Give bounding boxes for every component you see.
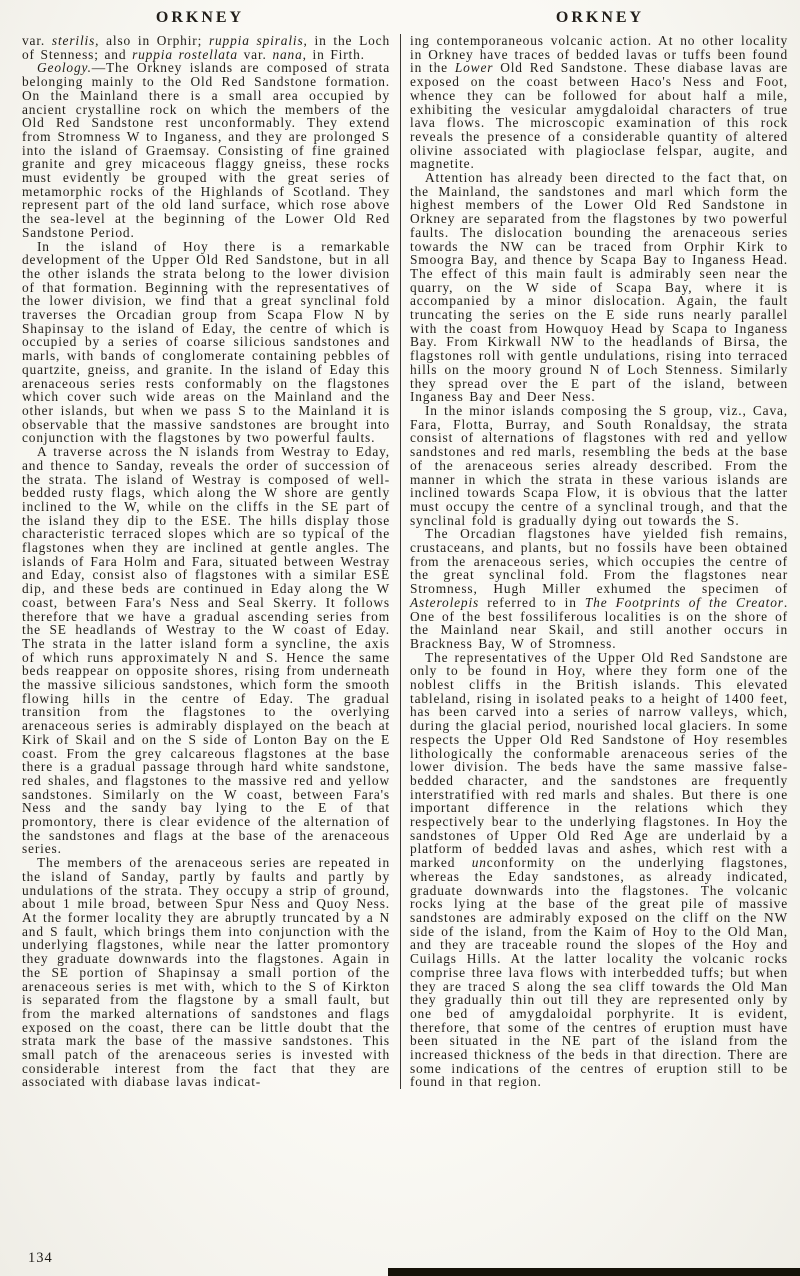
body-text-run: , also in Orphir; [95,33,209,48]
body-text-run: A traverse across the N islands from Westray to Eday, and thence to Sanday, reveals the order of succession of the strata. The island of Westray is composed of well-bedded rusty flags, which along the W shore are gently inclined to the W, while on the cliffs in the SE part of the island they dip to the ESE. The hills display those characteristic terraced slopes which are so typical of the flagstones when they are inclined at gentle angles. The islands of Fara Holm and Fara, situated between Westray and Eday, consist also of flagstones with a similar ESE dip, and these beds are continued in Eday along the W coast, between Fara's Ness and Seal Skerry. It follows therefore that we have a gradual ascending series from the SE headlands of Westray to the W coast of Eday. The strata in the latter island form a syncline, the axis of which runs approximately N and S. Hence the same beds reappear on opposite shores, rising from underneath the massive silicious sandstones, which form the smooth flowing hills in the centre of Eday. The gradual transition from the flagstones to the overlying arenaceous series is admirably displayed on the beach at Kirk of Skail and on the S side of Lonton Bay on the E coast. From the grey calcareous flagstones at the base there is a gradual passage through hard white sandstone, red shales, and flagstones to the massive red and yellow sandstones. Similarly on the W coast, between Fara's Ness and the sandy bay lying to the E of that promontory, there is clear evidence of the alternation of the sandstones and flags at the base of the arenaceous series. [22,444,390,857]
body-text-run: The representatives of the Upper Old Red Sandstone are only to be found in Hoy, where they form one of the noblest cliffs in the British islands. This elevated tableland, rising in isolated peaks to a height of 1400 feet, has been carved into a series of narrow valleys, which, during the glacial period, nourished local glaciers. In some respects the Upper Old Red Sandstone of Hoy resembles lithologically the conformable arenaceous series of the lower division. The beds have the same massive false-bedded character, and the sandstones are frequently interstratified with red marls and shales. But there is one important difference in the relations which they respectively bear to the underlying flagstones. In Hoy the sandstones of Upper Old Red Age are underlaid by a platform of bedded lavas and ashes, which rest with a marked [410,649,788,871]
text-column-right [410,34,788,1089]
body-text-run: referred to in [479,594,585,610]
column-divider-rule [400,34,401,1089]
body-text-run: , in the Loch of Stenness; and [22,33,390,62]
paragraph [22,61,390,239]
body-text-run: ing contemporaneous volcanic action. At no other locality in Orkney have traces of bedded lavas or tuffs been found in the [410,33,788,76]
paragraph [22,240,390,446]
italic-text-run: ruppia rostellata [132,46,238,62]
body-text-run: Old Red Sandstone. These diabase lavas are exposed on the coast between Haco's Ness and Foot, whence they can be followed for about half a mile, exhibiting the vesicular amygdaloidal characters of true lava flows. The microscopic examination of this rock reveals the presence of a considerable quantity of altered olivine associated with plagioclase felspar, augite, and magnetite. [410,60,788,172]
body-text-run: conformity on the underlying flagstones, whereas the Eday sandstones, as already indicated, graduate downwards into the flagstones. The volcanic rocks lying at the base of the great pile of massive sandstones are admirably exposed on the cliff on the NW side of the island, from the Kaim of Hoy to the Old Man, and they are traceable round the slopes of the Hoy and Cuilags Hills. At the latter locality the volcanic rocks comprise three lava flows with interbedded tuffs; but when they are traced S along the sea cliff towards the Old Man they gradually thin out till they are represented only by one bed of amygdaloidal porphyrite. It is evident, therefore, that some of the centres of eruption must have been situated in the NE part of the island from the increased thickness of the beds in that direction. There are some indications of the centres of eruption still to be found in that region. [410,855,788,1090]
body-text-run: var. [237,46,273,62]
paragraph [410,171,788,404]
italic-text-run: ruppia spiralis [208,33,304,48]
paragraph [22,34,390,61]
paragraph [22,856,390,1089]
body-text-run: , in Firth. [302,46,365,62]
scan-edge-shadow [388,1268,800,1276]
italic-text-run: Asterolepis [410,594,480,610]
running-head-right: ORKNEY [555,9,645,26]
italic-text-run: Lower [454,60,494,76]
italic-text-run: un [471,855,487,871]
italic-text-run: nana [272,46,303,62]
body-text-run: —The Orkney islands are composed of strata belonging mainly to the Old Red Sandstone formation. On the Mainland there is a small area occupied by ancient crystalline rock on which the members of the Old Red Sandstone rest unconformably. They extend from Stromness W to Inganess, and they are prolonged S into the island of Graemsay. Consisting of fine grained granite and grey micaceous flaggy gneiss, these rocks must evidently be grouped with the great series of metamorphic rocks of the Highlands of Scotland. They represent part of the old land surface, which rose above the sea-level at the beginning of the Lower Old Red Sandstone Period. [22,60,390,240]
paragraph [410,651,788,1090]
body-text-run: . One of the best fossiliferous localities is on the shore of the Mainland near Skail, and still another occurs in Brackness Bay, W of Stromness. [410,594,789,651]
running-head-left: ORKNEY [155,9,245,26]
body-text-run: var. [22,33,52,48]
italic-text-run: Geology. [37,60,92,76]
running-heads [0,0,800,27]
paragraph [410,527,788,650]
text-column-left [22,34,390,1089]
body-text-run: The members of the arenaceous series are repeated in the island of Sanday, partly by faults and partly by undulations of the strata. They occupy a strip of ground, about 1 mile broad, between Spur Ness and Quoy Ness. At the former locality they are abruptly truncated by a N and S fault, which brings them into conjunction with the underlying flagstones, while near the latter promontory they graduate downwards into the flagstones. Again in the SE portion of Shapinsay a small portion of the arenaceous series is met with, which to the S of Kirkton is separated from the flagstone by a small fault, but from the marked alternations of sandstones and flags exposed on the coast, there can be little doubt that the strata mark the base of the massive sandstones. This small patch of the arenaceous series is invested with considerable interest from the fact that they are associated with diabase lavas indicat- [22,855,390,1090]
body-text-run: The Orcadian flagstones have yielded fish remains, crustaceans, and plants, but no fossils have been obtained from the arenaceous series, which occupies the centre of the great synclinal fold. From the flagstones near Stromness, Hugh Miller exhumed the specimen of [410,526,788,597]
paragraph [22,445,390,856]
paragraph [410,34,788,171]
body-text-run: In the minor islands composing the S group, viz., Cava, Fara, Flotta, Burray, and South Ronaldsay, the strata consist of alternations of flagstones with red and yellow sandstones and red marls, resembling the beds at the base of the arenaceous series already described. From the manner in which the strata in these various islands are inclined towards Scapa Flow, it is obvious that the latter must occupy the centre of a synclinal trough, and that the synclinal fold is gradually dying out towards the S. [410,402,788,528]
text-columns [0,27,800,1089]
body-text-run: Attention has already been directed to the fact that, on the Mainland, the sandstones and marl which form the highest members of the Lower Old Red Sandstone in Orkney are separated from the flagstones by two powerful faults. The dislocation bounding the arenaceous series towards the NW can be traced from Orphir Kirk to Smoogra Bay, and thence by Scapa Bay to Inganess Head. The effect of this main fault is admirably seen near the quarry, on the W side of Scapa Bay, where it is accompanied by a minor dislocation. Again, the fault truncating the series on the E side runs nearly parallel with the coast from Howquoy Head by Scapa to Inganess Bay. From Kirkwall NW to the headlands of Birsa, the flagstones roll with gentle undulations, rising into terraced hills on the moory ground N of Loch Stenness. Similarly they spread over the E part of the island, between Inganess Bay and Deer Ness. [410,170,788,405]
italic-text-run: sterilis [51,33,96,48]
paragraph [410,404,788,527]
italic-text-run: The Footprints of the Creator [584,594,784,610]
body-text-run: In the island of Hoy there is a remarkable development of the Upper Old Red Sandstone, but in all the other islands the strata belong to the lower division of that formation. Beginning with the representatives of the lower division, we find that a great synclinal fold traverses the Orcadian group from Scapa Flow N by Shapinsay to the island of Eday, the centre of which is occupied by a series of coarse silicious sandstones and marls, with bands of conglomerate containing pebbles of quartzite, gneiss, and granite. In the island of Eday this arenaceous series rests conformably on the flagstones which cover such wide areas on the Mainland and the other islands, but when we pass S to the Mainland it is observable that the massive sandstones are brought into conjunction with the flagstones by two powerful faults. [22,238,390,446]
page-number: 134 [28,1250,53,1266]
